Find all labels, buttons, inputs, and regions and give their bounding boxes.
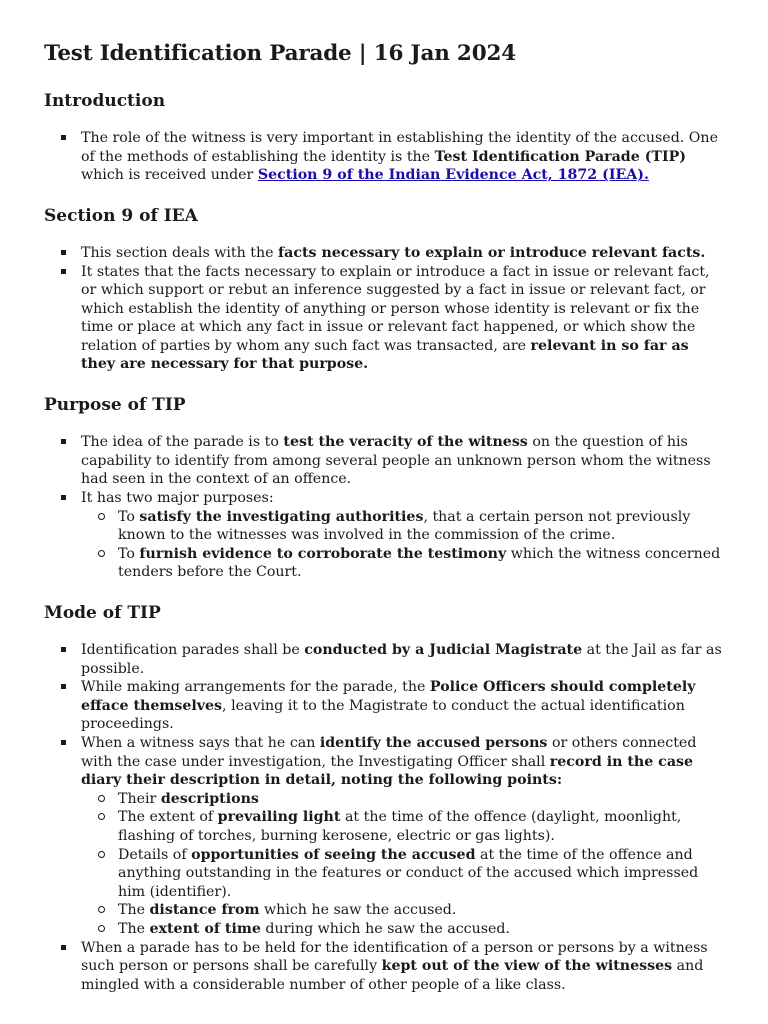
- purpose-sublist: [81, 508, 724, 582]
- page-title: Test Identification Parade | 16 Jan 2024: [44, 41, 516, 66]
- bold-text: record in the case diary their description in detail, noting the following points:: [81, 753, 694, 789]
- text: Their: [118, 790, 161, 807]
- bold-text: distance from: [149, 902, 260, 919]
- text: It states that the facts necessary to explain or introduce a fact in issue or relevant fact, or which support or rebut an inference suggested by a fact in issue or relevant fact, or which establish the identity of anything or person whose identity is relevant or fix the time or place at which any fact in issue or relevant fact happened, or which show the relation of parties by whom any such fact was transacted, are: [81, 263, 710, 354]
- introduction-list: [44, 129, 724, 185]
- mode-sublist: [81, 790, 724, 939]
- section-heading-introduction: Introduction: [44, 90, 166, 111]
- text: To: [118, 508, 140, 525]
- mode-list: [44, 641, 724, 994]
- text: , leaving it to the Magistrate to conduct the actual identification proceedings.: [81, 697, 685, 733]
- bold-text: prevailing light: [217, 809, 341, 826]
- bold-text: Police Officers should completely efface themselves: [81, 679, 696, 714]
- list-item: [81, 939, 724, 995]
- section-heading-section-9: Section 9 of IEA: [44, 205, 198, 226]
- bold-text: Test Identification Parade (TIP): [434, 148, 686, 165]
- text: The extent of: [118, 809, 218, 826]
- section-9-list: [44, 244, 724, 374]
- bold-text: relevant in so far as they are necessary for that purpose.: [81, 337, 689, 373]
- bold-text: opportunities of seeing the accused: [191, 846, 476, 863]
- sub-list-item: [118, 545, 724, 582]
- list-item: [81, 489, 724, 582]
- text: When a parade has to be held for the identification of a person or persons by a witness such person or persons shall be carefully: [81, 939, 708, 975]
- text: at the Jail as far as possible.: [81, 642, 722, 677]
- bold-text: kept out of the view of the witnesses: [381, 958, 673, 975]
- bold-text: test the veracity of the witness: [283, 434, 528, 451]
- text: and mingled with a considerable number of other people of a like class.: [81, 958, 704, 993]
- bold-text: furnish evidence to corroborate the testimony: [139, 545, 507, 562]
- text: which is received under: [81, 167, 258, 184]
- list-item: [81, 433, 724, 489]
- text: It has two major purposes:: [81, 489, 274, 506]
- text: When a witness says that he can: [81, 734, 320, 751]
- text: Identification parades shall be: [81, 642, 305, 658]
- text: The: [118, 920, 150, 937]
- text: The role of the witness is very important in establishing the identity of the accused. One of the methods of establishing the identity is the: [81, 130, 718, 165]
- sub-list-item: [118, 790, 724, 809]
- text: To: [118, 545, 140, 562]
- text: during which he saw the accused.: [260, 920, 511, 937]
- section-heading-mode: Mode of TIP: [44, 602, 161, 623]
- list-item: [81, 678, 724, 734]
- bold-text: satisfy the investigating authorities: [139, 508, 424, 525]
- list-item: [81, 263, 724, 375]
- text: at the time of the offence (daylight, moonlight, flashing of torches, burning kerosene, electric or gas lights).: [118, 809, 682, 844]
- text: which the witness concerned tenders before the Court.: [118, 545, 721, 581]
- text: at the time of the offence and anything outstanding in the features or conduct of the accused which impressed him (identifier).: [118, 846, 699, 900]
- iea-section-9-link[interactable]: Section 9 of the Indian Evidence Act, 1872 (IEA).: [257, 167, 649, 184]
- bold-text: conducted by a Judicial Magistrate: [304, 642, 583, 658]
- list-item: [81, 734, 724, 939]
- text: This section deals with the: [81, 244, 279, 261]
- section-heading-purpose: Purpose of TIP: [44, 395, 186, 416]
- text: which he saw the accused.: [259, 902, 457, 919]
- text: or others connected with the case under investigation, the Investigating Officer shall: [81, 734, 697, 770]
- bold-text: identify the accused persons: [319, 734, 548, 751]
- purpose-list: [44, 433, 724, 582]
- sub-list-item: [118, 508, 724, 545]
- list-item: [81, 129, 724, 185]
- bold-text: facts necessary to explain or introduce relevant facts.: [278, 244, 706, 261]
- text: While making arrangements for the parade, the: [81, 679, 430, 696]
- list-item: [81, 641, 724, 678]
- bold-text: descriptions: [160, 790, 259, 807]
- list-item: [81, 244, 724, 263]
- text: Details of: [118, 846, 192, 863]
- text: , that a certain person not previously known to the witnesses was involved in the commission of the crime.: [118, 508, 691, 544]
- bold-text: extent of time: [149, 920, 261, 937]
- text: on the question of his capability to identify from among several people an unknown person whom the witness had seen in the context of an offence.: [81, 434, 711, 488]
- text: The: [118, 902, 150, 919]
- sub-list-item: [118, 808, 724, 845]
- sub-list-item: [118, 920, 724, 939]
- sub-list-item: [118, 846, 724, 902]
- text: The idea of the parade is to: [81, 434, 284, 451]
- sub-list-item: [118, 901, 724, 920]
